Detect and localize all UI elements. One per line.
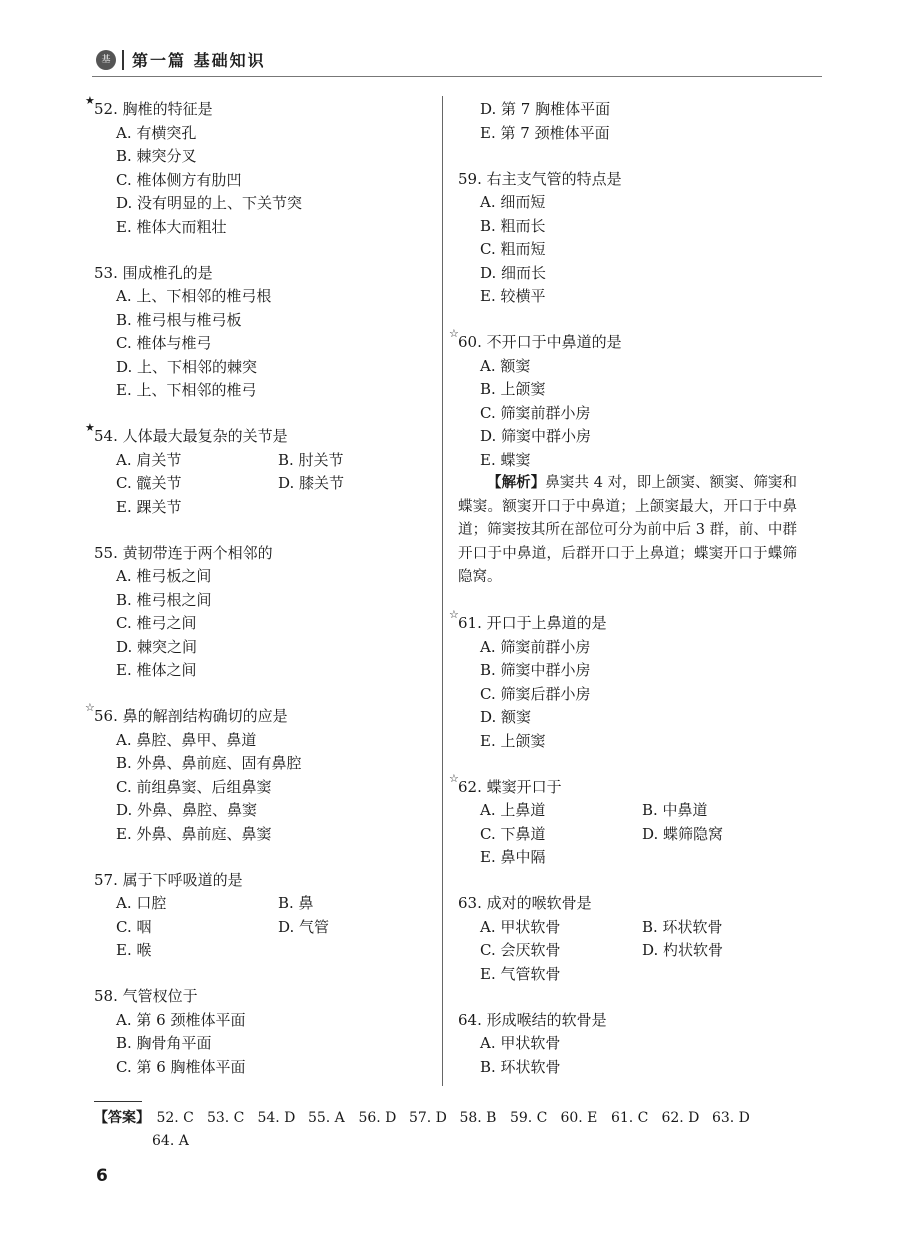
option: B. 环状软骨: [480, 1057, 561, 1076]
option: B. 环状软骨: [642, 917, 723, 936]
question-stem: 62. 蝶窦开口于: [458, 777, 562, 796]
answer-item: 63. D: [711, 1110, 750, 1126]
option: D. 蝶筛隐窝: [642, 824, 724, 843]
option: C. 筛窦前群小房: [480, 403, 591, 422]
question-57: [94, 869, 434, 963]
option: E. 较横平: [480, 287, 546, 305]
analysis-text: 鼻窦共 4 对，即上颌窦、额窦、筛窦和蝶窦。额窦开口于中鼻道；上颌窦最大，开口于中鼻道；筛窦按其所在部位可分为前中后 3 群，前、中群开口于中鼻道，后群开口于上鼻道；蝶窦开口于蝶筛隐窝。: [458, 475, 797, 585]
right-column: [449, 98, 803, 1102]
question-54: [85, 421, 434, 519]
option: C. 髋关节: [116, 474, 182, 492]
option: A. 上鼻道: [480, 801, 546, 819]
option: D. 棘突之间: [116, 637, 198, 656]
option: A. 肩关节: [116, 450, 182, 469]
option: B. 外鼻、鼻前庭、固有鼻腔: [116, 754, 302, 772]
option: A. 上、下相邻的椎弓根: [116, 287, 272, 305]
question-63: [458, 892, 803, 986]
answer-item: 62. D: [661, 1110, 700, 1126]
option: A. 椎弓板之间: [116, 567, 212, 585]
option: C. 椎体侧方有肋凹: [116, 170, 242, 189]
header-separator: [122, 50, 124, 70]
question-stem: 55. 黄韧带连于两个相邻的: [94, 543, 273, 562]
answer-item: 58. B: [459, 1110, 497, 1126]
answer-item: 56. D: [358, 1110, 397, 1126]
question-55: [94, 542, 434, 683]
option: E. 上颌窦: [480, 731, 546, 750]
option: E. 外鼻、鼻前庭、鼻窦: [116, 824, 272, 843]
question-64: [458, 1009, 803, 1080]
option: C. 前组鼻窦、后组鼻窦: [116, 777, 272, 796]
option: E. 第 7 颈椎体平面: [480, 123, 610, 142]
answer-item: 64. A: [152, 1133, 189, 1149]
option: A. 第 6 颈椎体平面: [116, 1010, 246, 1029]
question-56: [85, 701, 434, 846]
option: D. 杓状软骨: [642, 941, 724, 959]
answer-item: 55. A: [307, 1110, 345, 1126]
option: A. 有横突孔: [116, 123, 197, 142]
star-outline-icon: ☆: [449, 327, 459, 340]
option: C. 第 6 胸椎体平面: [116, 1057, 246, 1076]
option: D. 没有明显的上、下关节突: [116, 194, 303, 212]
star-outline-icon: ☆: [449, 608, 459, 621]
section-title: 第一篇 基础知识: [132, 51, 266, 70]
option: E. 喉: [116, 941, 152, 959]
question-stem: 58. 气管杈位于: [94, 987, 198, 1005]
question-58: [94, 985, 434, 1079]
option: E. 踝关节: [116, 497, 182, 516]
option: D. 额窦: [480, 708, 532, 726]
header-rule: [92, 76, 822, 77]
option: C. 会厌软骨: [480, 941, 561, 959]
option: E. 鼻中隔: [480, 848, 546, 866]
option: E. 蝶窦: [480, 450, 531, 469]
question-stem: 53. 围成椎孔的是: [94, 263, 213, 282]
option: D. 外鼻、鼻腔、鼻窦: [116, 801, 258, 819]
answer-item: 59. C: [509, 1110, 548, 1126]
answer-key: [94, 1107, 814, 1153]
star-outline-icon: ☆: [85, 701, 95, 714]
question-60: [449, 327, 803, 590]
option: C. 筛窦后群小房: [480, 684, 591, 703]
option: D. 筛窦中群小房: [480, 427, 592, 445]
question-53: [94, 262, 434, 403]
question-stem: 57. 属于下呼吸道的是: [94, 870, 243, 889]
answer-item: 61. C: [610, 1110, 649, 1126]
option: B. 中鼻道: [642, 801, 708, 819]
option: A. 筛窦前群小房: [480, 637, 591, 656]
option: D. 膝关节: [278, 474, 345, 492]
option: C. 椎体与椎弓: [116, 334, 212, 352]
question-stem: 56. 鼻的解剖结构确切的应是: [94, 707, 288, 725]
option: B. 椎弓根之间: [116, 590, 212, 609]
option: E. 上、下相邻的椎弓: [116, 381, 257, 399]
answer-item: 52. C: [156, 1110, 194, 1126]
page-number: 6: [96, 1166, 108, 1186]
option: B. 鼻: [278, 894, 314, 912]
option: D. 气管: [278, 917, 330, 936]
option: C. 咽: [116, 917, 152, 936]
option: B. 筛窦中群小房: [480, 661, 591, 679]
option: B. 上颌窦: [480, 380, 546, 398]
option: D. 上、下相邻的棘突: [116, 357, 258, 376]
option: C. 下鼻道: [480, 824, 546, 843]
option: A. 细而短: [480, 193, 546, 211]
option: B. 椎弓根与椎弓板: [116, 310, 242, 329]
question-stem: 60. 不开口于中鼻道的是: [458, 333, 622, 351]
answer-item: 54. D: [257, 1110, 296, 1126]
option: A. 额窦: [480, 356, 531, 375]
option: A. 甲状软骨: [480, 1034, 561, 1052]
option: A. 口腔: [116, 894, 167, 912]
question-stem: 54. 人体最大最复杂的关节是: [94, 427, 288, 445]
option: C. 粗而短: [480, 240, 546, 258]
option: A. 甲状软骨: [480, 917, 561, 936]
option: D. 第 7 胸椎体平面: [480, 100, 611, 118]
question-stem: 59. 右主支气管的特点是: [458, 169, 622, 188]
question-58-continued: [458, 98, 803, 145]
answer-rule: [94, 1101, 142, 1102]
question-62: [449, 771, 803, 870]
option: B. 粗而长: [480, 216, 546, 235]
option: B. 肘关节: [278, 450, 344, 469]
analysis-label: 【解析】: [487, 475, 546, 491]
option: E. 气管软骨: [480, 964, 561, 983]
option: E. 椎体大而粗壮: [116, 217, 227, 236]
key-point-icon: ★: [85, 94, 95, 107]
analysis-60: [458, 472, 803, 590]
option: D. 细而长: [480, 263, 547, 282]
left-column: [85, 94, 434, 1102]
answer-item: 57. D: [408, 1110, 447, 1126]
option: E. 椎体之间: [116, 661, 197, 679]
book-badge-icon: 基: [96, 50, 116, 70]
option: A. 鼻腔、鼻甲、鼻道: [116, 730, 257, 749]
running-header: [92, 46, 822, 76]
question-stem: 52. 胸椎的特征是: [94, 100, 213, 118]
answer-item: 53. C: [206, 1110, 245, 1126]
answer-label: 【答案】: [94, 1110, 150, 1126]
option: B. 棘突分叉: [116, 147, 197, 165]
question-stem: 64. 形成喉结的软骨是: [458, 1010, 607, 1029]
option: C. 椎弓之间: [116, 614, 197, 632]
question-59: [458, 168, 803, 309]
question-stem: 61. 开口于上鼻道的是: [458, 614, 607, 632]
question-52: [85, 94, 434, 239]
key-point-icon: ★: [85, 421, 95, 434]
column-divider: [442, 96, 443, 1086]
star-outline-icon: ☆: [449, 771, 459, 785]
answer-item: 60. E: [560, 1110, 598, 1126]
option: B. 胸骨角平面: [116, 1034, 212, 1052]
question-61: [449, 608, 803, 753]
question-stem: 63. 成对的喉软骨是: [458, 894, 592, 912]
